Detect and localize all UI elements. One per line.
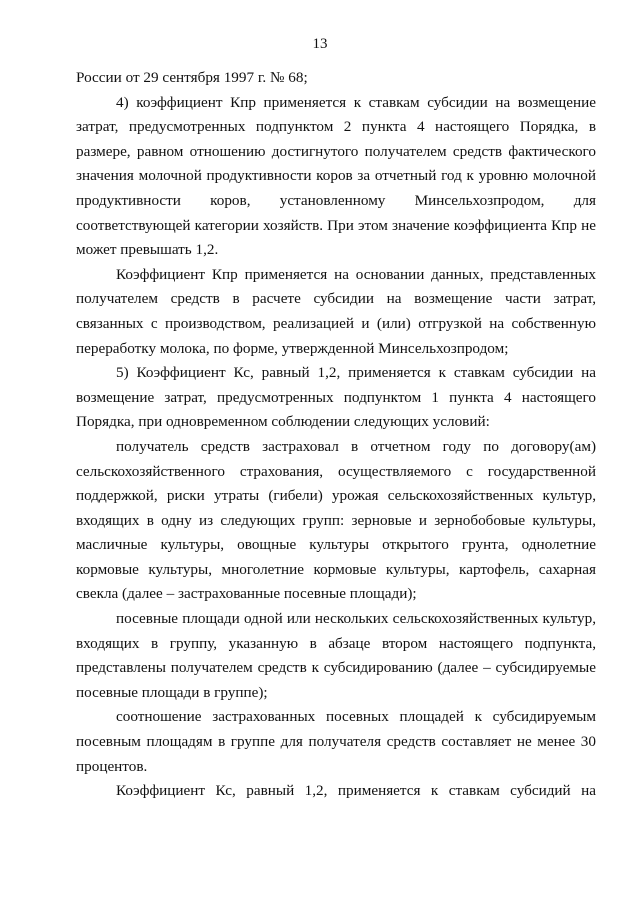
document-body [76, 66, 596, 804]
page-number: 13 [312, 36, 328, 52]
paragraph-continuation: России от 29 сентября 1997 г. № 68; [76, 69, 308, 86]
paragraph-condition-insurance: получатель средств застраховал в отчетном году по договору(ам) сельскохозяйственного страхования, осуществляемого с государственной поддержкой, риски утраты (гибели) урожая сельскохозяйственных культур, входящих в одну из следующих групп: зерновые и зернобобовые культуры, масличные культуры, овощные культуры открытого грунта, однолетние кормовые культуры, многолетние кормовые культуры, картофель, сахарная свекла (далее – застрахованные посевные площади); [76, 437, 596, 603]
paragraph-condition-areas: посевные площади одной или нескольких сельскохозяйственных культур, входящих в группу, указанную в абзаце втором настоящего подпункта, представлены получателем средств к субсидированию (далее – субсидируемые посевные площади в группе); [76, 610, 596, 701]
paragraph-item-5: 5) Коэффициент Кс, равный 1,2, применяется к ставкам субсидии на возмещение затрат, предусмотренных подпунктом 1 пункта 4 настоящего Порядка, при одновременном соблюдении следующих условий: [76, 364, 596, 431]
paragraph-item-4: 4) коэффициент Кпр применяется к ставкам субсидии на возмещение затрат, предусмотренных подпунктом 2 пункта 4 настоящего Порядка, в размере, равном отношению достигнутого получателем средств фактического значения молочной продуктивности коров за отчетный год к уровню молочной продуктивности коров, установленному Минсельхозпродом, для соответствующей категории хозяйств. При этом значение коэффициента Кпр не может превышать 1,2. [76, 93, 596, 259]
paragraph-kpr-basis: Коэффициент Кпр применяется на основании данных, представленных получателем средств в расчете субсидии на возмещение части затрат, связанных с производством, реализацией и (или) отгрузкой на собственную переработку молока, по форме, утвержденной Минсельхозпродом; [76, 265, 596, 357]
paragraph-condition-ratio: соотношение застрахованных посевных площадей к субсидируемым посевным площадям в группе для получателя средств составляет не менее 30 процентов. [76, 708, 596, 775]
paragraph-kc-continued: Коэффициент Кс, равный 1,2, применяется к ставкам субсидий на [116, 782, 596, 800]
